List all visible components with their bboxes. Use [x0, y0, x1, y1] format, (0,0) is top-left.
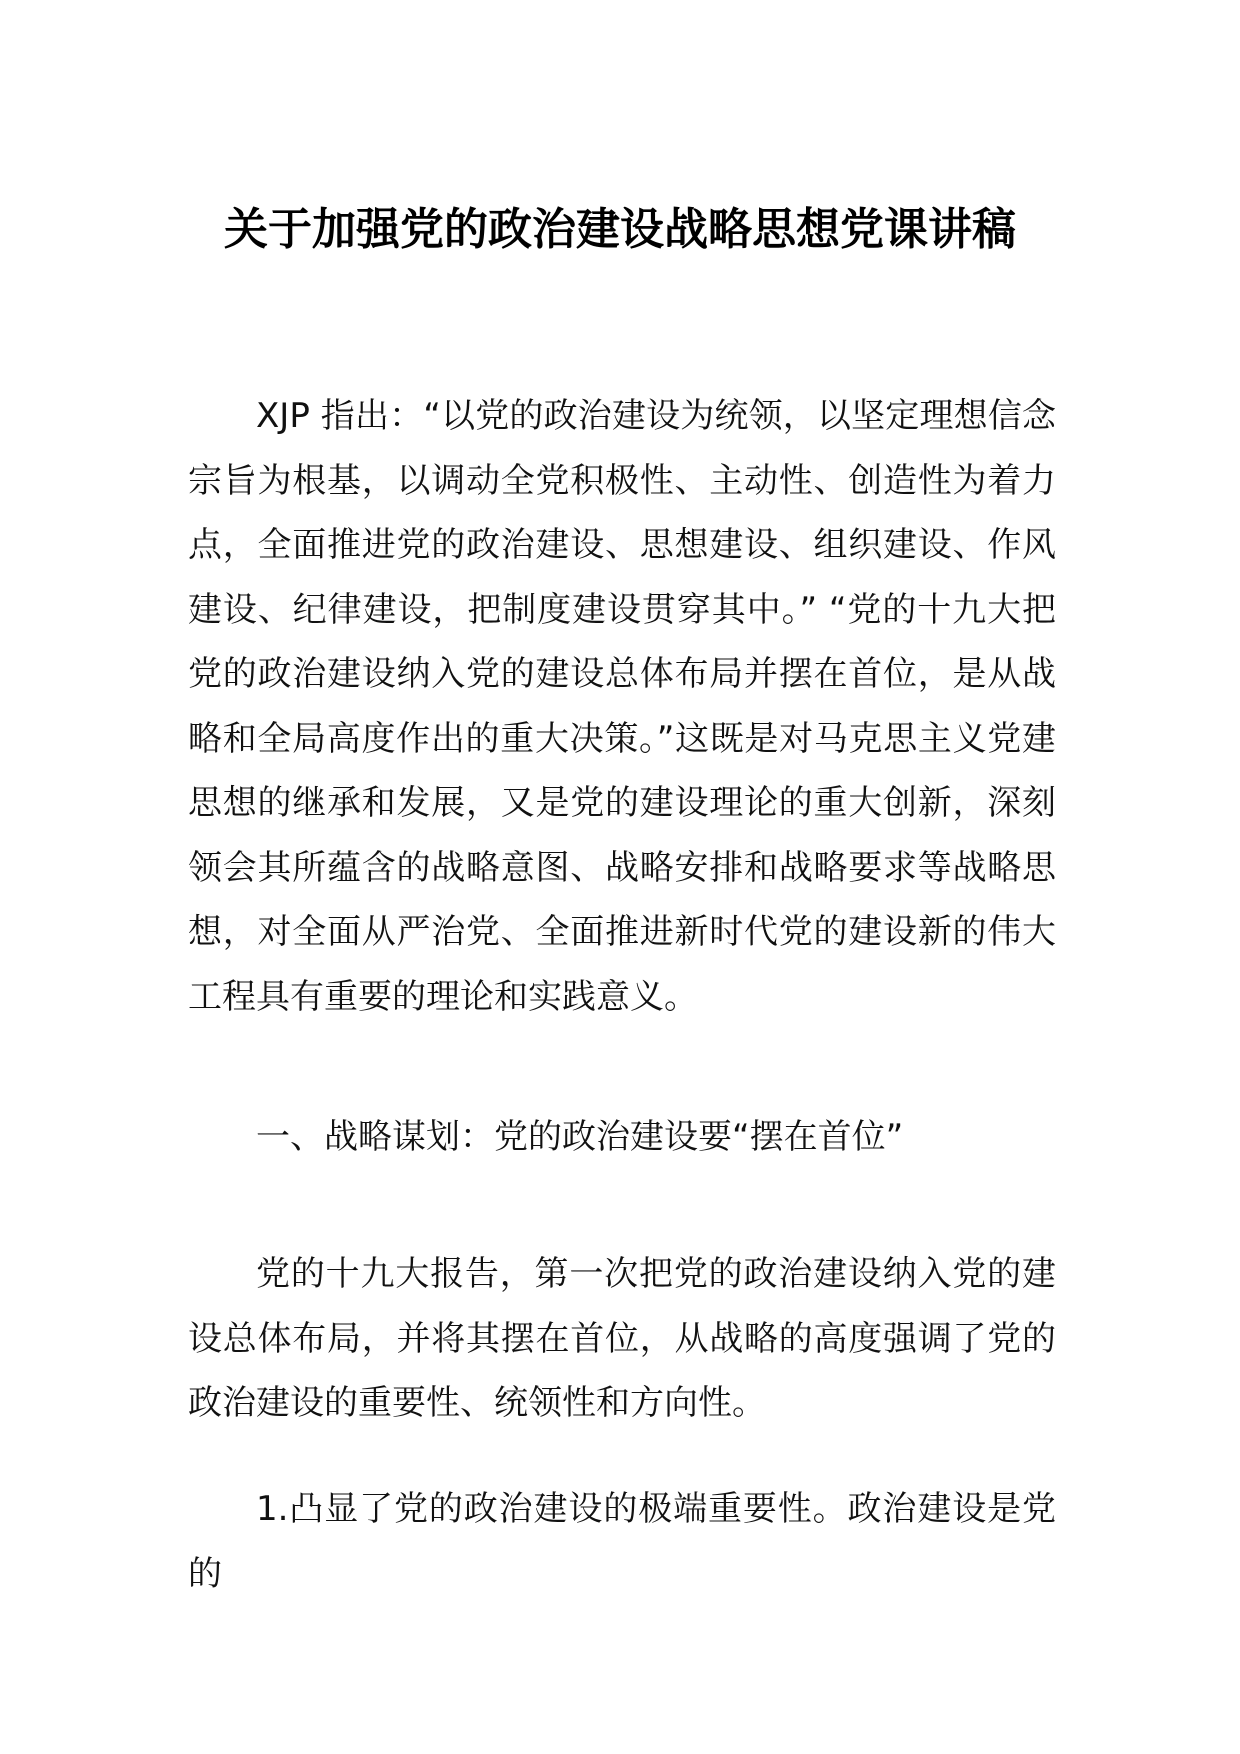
document-title: 关于加强党的政治建设战略思想党课讲稿	[224, 204, 1016, 255]
section-heading-1: 一、战略谋划：党的政治建设要“摆在首位”	[256, 1117, 904, 1157]
paragraph-point-1: 1.凸显了党的政治建设的极端重要性。政治建设是党的	[188, 1489, 1056, 1594]
paragraph-report: 党的十九大报告，第一次把党的政治建设纳入党的建设总体布局，并将其摆在首位，从战略的高度强调了党的政治建设的重要性、统领性和方向性。	[188, 1254, 1056, 1423]
paragraph-intro: XJP 指出：“以党的政治建设为统领，以坚定理想信念宗旨为根基，以调动全党积极性、主动性、创造性为着力点，全面推进党的政治建设、思想建设、组织建设、作风建设、纪律建设，把制度建设贯穿其中。” “党的十九大把党的政治建设纳入党的建设总体布局并摆在首位，是从战略和全局高度作出的重大决策。”这既是对马克思主义党建思想的继承和发展，又是党的建设理论的重大创新，深刻领会其所蕴含的战略意图、战略安排和战略要求等战略思想，对全面从严治党、全面推进新时代党的建设新的伟大工程具有重要的理论和实践意义。	[188, 396, 1056, 1017]
